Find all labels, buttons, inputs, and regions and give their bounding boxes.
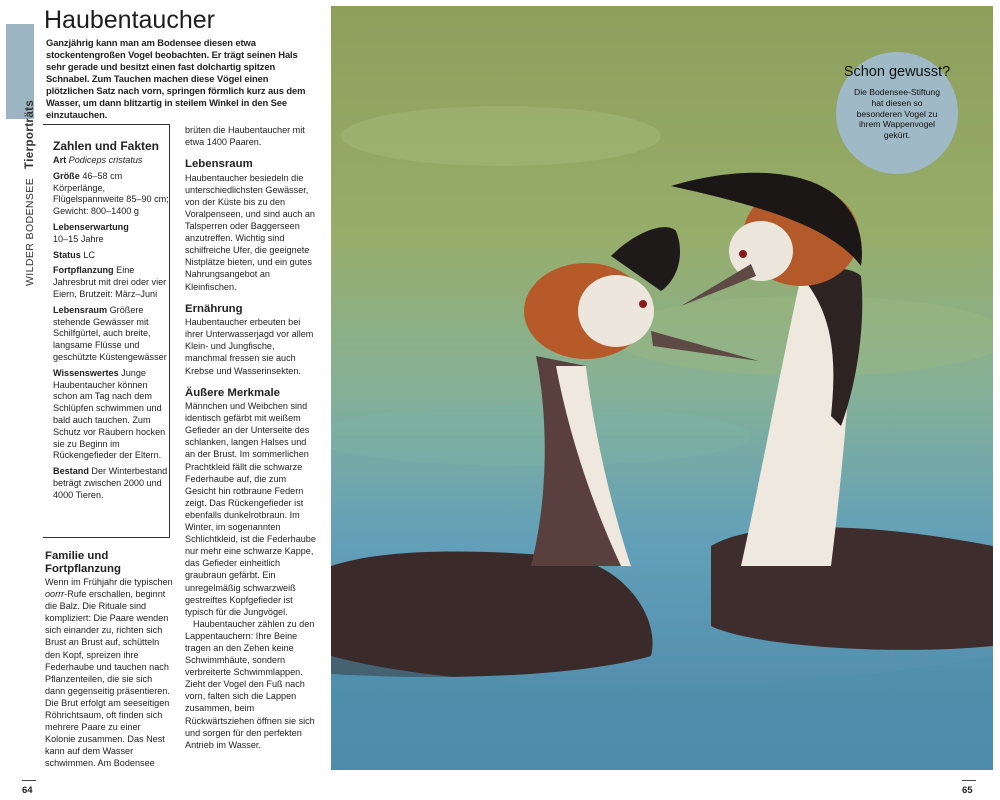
fact-value: 46–58 cm Körperlänge, Flügelspannweite 85–90 cm; Gewicht: 800–1400 g bbox=[53, 170, 169, 217]
section-text-features-2: Haubentaucher zählen zu den Lappentauchern: Ihre Beine tragen an den Zehen keine Schwimmhäute, sondern verbreiterte Schwimmlappen. Zieht der Vogel den Fuß nach vorn, falten sich die Lappen zusammen, beim Rückwärtsziehen öffnen sie sich und sorgen für den perfekten Antrieb im Wasser. bbox=[185, 618, 315, 750]
fact-bestand bbox=[53, 466, 169, 501]
section-heading-habitat: Lebensraum bbox=[185, 158, 253, 171]
text-run-italic: oorrr bbox=[45, 589, 65, 600]
page-title: Haubentaucher bbox=[44, 6, 215, 34]
chapter-side-label bbox=[24, 99, 40, 286]
facts-box bbox=[43, 124, 170, 538]
text-run: -Rufe erschallen, beginnt die Balz. Die Rituale sind kompliziert: Die Paare wenden sich einander zu, richten sich Brust an Brust auf, schütteln den Kopf, spreizen ihre Federhaube und tauchen nach Pflanzenteilen, die sie sich dann gegenseitig präsentieren. Die Brut erfolgt am seeseitigen Röhrichtsaum, oft finden sich mehrere Paare zu einer Kolonie zusammen. Das Nest kann auf dem Wasser schwimmen. Am Bodensee bbox=[45, 589, 170, 769]
fact-value: Junge Haubentaucher können schon am Tag nach dem Schlüpfen schwimmen und bald auch tauchen. Zum Schutz vor Räubern hocken sie zu Beginn im Rückengefieder der Eltern. bbox=[53, 367, 166, 461]
fact-value: Eine Jahresbrut mit drei oder vier Eiern, Brutzeit: März–Juni bbox=[53, 265, 167, 299]
fact-key: Art bbox=[53, 155, 67, 165]
facts-title: Zahlen und Fakten bbox=[53, 139, 160, 153]
badge-text: Die Bodensee-Stiftung hat diesen so besonderen Vogel zu ihrem Wappenvogel gekürt. bbox=[854, 87, 940, 141]
column-middle bbox=[185, 124, 316, 761]
fact-key: Größe bbox=[53, 170, 80, 181]
fact-key: Fortpflanzung bbox=[53, 265, 114, 276]
fact-art bbox=[53, 155, 169, 167]
fact-status bbox=[53, 250, 169, 262]
fact-groesse bbox=[53, 171, 169, 218]
section-text-family-continued: brüten die Haubentaucher mit etwa 1400 Paaren. bbox=[185, 125, 305, 148]
side-label-regular: WILDER BODENSEE bbox=[24, 177, 36, 286]
section-heading-features: Äußere Merkmale bbox=[185, 386, 280, 399]
fact-key: Wissenswertes bbox=[53, 367, 119, 378]
page-number-right: 65 bbox=[962, 785, 973, 796]
fact-lebensraum bbox=[53, 305, 169, 364]
fact-key: Bestand bbox=[53, 466, 89, 477]
column-left bbox=[45, 550, 173, 780]
fact-value: 10–15 Jahre bbox=[53, 233, 104, 244]
section-heading-food: Ernährung bbox=[185, 302, 243, 315]
fact-fortpflanzung bbox=[53, 265, 169, 300]
section-text-food: Haubentaucher erbeuten bei ihrer Unterwasserjagd vor allem Klein- und Jungfische, manchmal fressen sie auch Krebse und Wasserinsekten. bbox=[185, 317, 314, 376]
fact-key: Lebensraum bbox=[53, 304, 108, 315]
page-number-left: 64 bbox=[22, 785, 33, 796]
fact-wissenswertes bbox=[53, 368, 169, 462]
fact-key: Lebenserwartung bbox=[53, 221, 129, 232]
section-heading-family: Familie und Fortpflanzung bbox=[45, 550, 121, 575]
fact-value: LC bbox=[83, 249, 95, 260]
fact-value: Größere stehende Gewässer mit Schilfgürtel, auch breite, langsame Flüsse und geschützte Küstengewässer bbox=[53, 304, 167, 362]
section-text-features: Männchen und Weibchen sind identisch gefärbt mit weißem Gefieder an der Unterseite des schlanken, langen Halses und an der Brust. Im sommerlichen Prachtkleid fällt die schwarze Federhaube auf, die zum Gesicht hin rotbraune Federn zeigt. Das Rückengefieder ist ebenfalls dunkelrotbraun. Im Winter, im sogenannten Schlichtkleid, ist die Federhaube nur mehr eine schwarze Kappe, das Gefieder einheitlich graubraun gefärbt. Ein unregelmäßig schwarzweiß gestreiftes Kopfgefieder ist typisch für die Jungvögel. bbox=[185, 401, 316, 617]
side-label-bold: Tierporträts bbox=[24, 99, 36, 169]
text-run: Wenn im Frühjahr die typischen bbox=[45, 577, 173, 587]
intro-paragraph: Ganzjährig kann man am Bodensee diesen etwa stockentengroßen Vogel beobachten. Er trägt seinen Hals sehr gerade und besitzt einen fast dolchartig spitzen Schnabel. Zum Tauchen machen diese Vögel einen plötzlichen Satz nach vorn, springen förmlich kurz aus dem Wasser, um dann blitzartig in steilem Winkel in den See einzutauchen. bbox=[46, 37, 306, 120]
did-you-know-badge bbox=[836, 52, 958, 174]
fact-value: Der Winterbestand beträgt zwischen 2000 und 4000 Tieren. bbox=[53, 466, 168, 500]
section-text-family bbox=[45, 576, 173, 770]
badge-title: Schon gewusst? bbox=[843, 64, 951, 80]
fact-value: Podiceps cristatus bbox=[68, 155, 143, 165]
fact-lebenserwartung bbox=[53, 222, 169, 246]
section-text-habitat: Haubentaucher besiedeln die unterschiedlichsten Gewässer, von der Küste bis zu den Voralpenseen, und sind auch an Talsperren oder Baggerseen anzutreffen. Wichtig sind schilfreiche Ufer, die geeignete Nistplätze bieten, und ein gutes Nahrungsangebot an Kleinfischen. bbox=[185, 172, 315, 292]
fact-key: Status bbox=[53, 249, 81, 260]
